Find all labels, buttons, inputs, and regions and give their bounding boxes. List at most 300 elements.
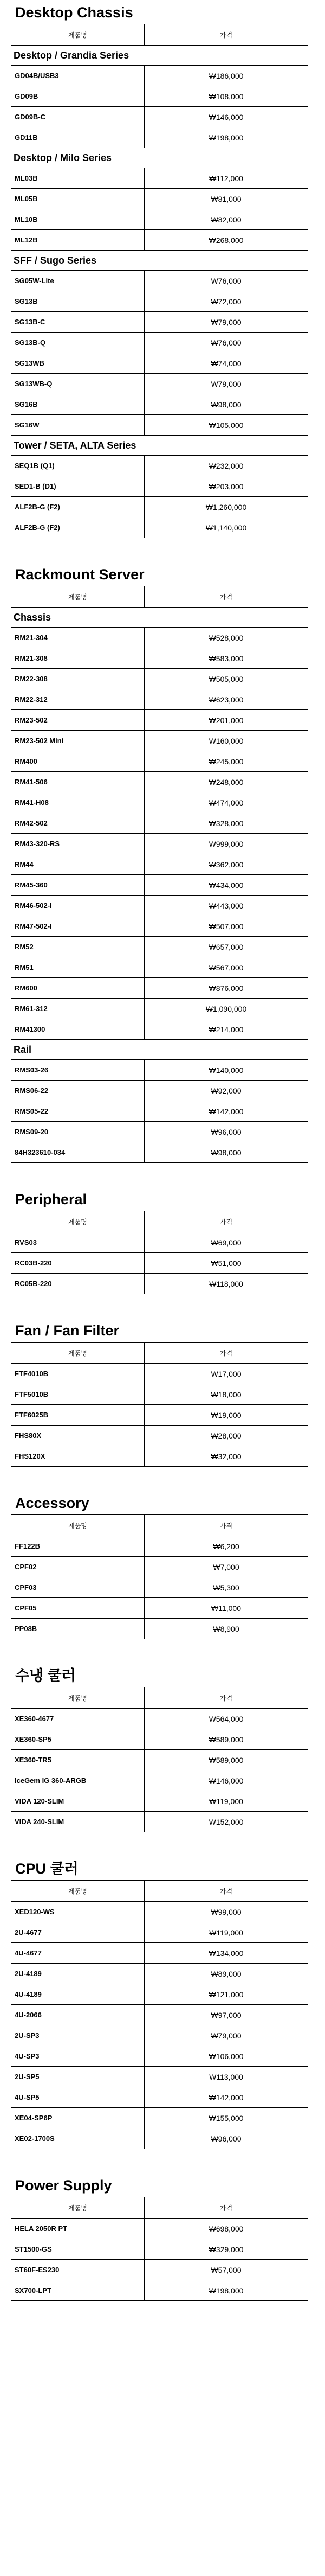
table-row (11, 1384, 308, 1405)
product-name: RM400 (11, 751, 145, 772)
product-price: ₩146,000 (145, 1770, 308, 1791)
price-section (11, 566, 314, 1163)
product-name: 2U-4677 (11, 1922, 145, 1943)
table-row (11, 957, 308, 978)
product-price: ₩142,000 (145, 1101, 308, 1122)
product-name: 2U-SP5 (11, 2067, 145, 2087)
table-row (11, 86, 308, 107)
product-name: RM52 (11, 937, 145, 957)
section-title: Desktop Chassis (15, 4, 133, 21)
product-price: ₩76,000 (145, 333, 308, 353)
product-name: RM42-502 (11, 813, 145, 834)
product-name: 84H323610-034 (11, 1142, 145, 1163)
product-price: ₩589,000 (145, 1750, 308, 1770)
group-name: SFF / Sugo Series (11, 251, 308, 271)
product-name: RM23-502 (11, 710, 145, 731)
price-section (11, 4, 314, 538)
product-name: CPF02 (11, 1557, 145, 1577)
column-header-price: 가격 (145, 24, 308, 46)
table-row (11, 476, 308, 497)
product-price: ₩98,000 (145, 1142, 308, 1163)
section-title: Power Supply (15, 2177, 112, 2194)
column-header-price: 가격 (145, 1515, 308, 1536)
product-name: RM43-320-RS (11, 834, 145, 854)
product-price: ₩6,200 (145, 1536, 308, 1557)
table-row (11, 2005, 308, 2025)
table-row (11, 772, 308, 792)
product-name: 4U-SP5 (11, 2087, 145, 2108)
group-header-row (11, 608, 308, 628)
table-row (11, 2108, 308, 2128)
column-header-name: 제품명 (11, 1211, 145, 1232)
table-row (11, 937, 308, 957)
product-name: 4U-SP3 (11, 2046, 145, 2067)
table-row (11, 394, 308, 415)
table-row (11, 189, 308, 209)
product-name: XE02-1700S (11, 2128, 145, 2149)
product-name: RM41300 (11, 1019, 145, 1040)
table-row (11, 2067, 308, 2087)
table-header-row (11, 1211, 308, 1232)
group-name: Rail (11, 1040, 308, 1060)
product-price: ₩74,000 (145, 353, 308, 374)
product-price: ₩79,000 (145, 374, 308, 394)
table-row (11, 2087, 308, 2108)
product-price: ₩160,000 (145, 731, 308, 751)
table-row (11, 2280, 308, 2301)
product-price: ₩98,000 (145, 394, 308, 415)
product-name: XE04-SP6P (11, 2108, 145, 2128)
product-name: RVS03 (11, 1232, 145, 1253)
product-price: ₩507,000 (145, 916, 308, 937)
product-name: RM45-360 (11, 875, 145, 896)
product-name: RM21-308 (11, 648, 145, 669)
section-title: Rackmount Server (15, 566, 145, 583)
product-name: FTF5010B (11, 1384, 145, 1405)
product-price: ₩146,000 (145, 107, 308, 127)
product-name: GD09B (11, 86, 145, 107)
product-name: RC05B-220 (11, 1274, 145, 1294)
table-row (11, 1943, 308, 1964)
product-name: RM47-502-I (11, 916, 145, 937)
table-header-row (11, 586, 308, 608)
product-name: XE360-4677 (11, 1709, 145, 1729)
product-price: ₩79,000 (145, 2025, 308, 2046)
product-name: 2U-4189 (11, 1964, 145, 1984)
table-row (11, 497, 308, 517)
product-price: ₩32,000 (145, 1446, 308, 1467)
product-price: ₩623,000 (145, 689, 308, 710)
table-row (11, 1709, 308, 1729)
product-name: SEQ1B (Q1) (11, 456, 145, 476)
product-price: ₩201,000 (145, 710, 308, 731)
product-price: ₩28,000 (145, 1426, 308, 1446)
table-row (11, 107, 308, 127)
table-row (11, 1598, 308, 1619)
table-row (11, 669, 308, 689)
table-row (11, 1101, 308, 1122)
column-header-price: 가격 (145, 1211, 308, 1232)
table-row (11, 648, 308, 669)
table-row (11, 1557, 308, 1577)
product-name: SG05W-Lite (11, 271, 145, 291)
product-name: ALF2B-G (F2) (11, 497, 145, 517)
group-name: Chassis (11, 608, 308, 628)
product-name: VIDA 240-SLIM (11, 1812, 145, 1832)
table-row (11, 834, 308, 854)
table-row (11, 333, 308, 353)
price-table (11, 1211, 308, 1294)
product-name: GD11B (11, 127, 145, 148)
product-price: ₩97,000 (145, 2005, 308, 2025)
product-name: SG16W (11, 415, 145, 436)
price-section (11, 2177, 314, 2301)
product-price: ₩11,000 (145, 1598, 308, 1619)
product-price: ₩583,000 (145, 648, 308, 669)
product-name: RMS06-22 (11, 1081, 145, 1101)
product-name: SED1-B (D1) (11, 476, 145, 497)
table-row (11, 1750, 308, 1770)
column-header-name: 제품명 (11, 1687, 145, 1709)
column-header-price: 가격 (145, 1881, 308, 1902)
product-name: RMS05-22 (11, 1101, 145, 1122)
product-price: ₩245,000 (145, 751, 308, 772)
product-price: ₩121,000 (145, 1984, 308, 2005)
product-name: FHS120X (11, 1446, 145, 1467)
product-name: RM23-502 Mini (11, 731, 145, 751)
table-header-row (11, 1515, 308, 1536)
product-price: ₩81,000 (145, 189, 308, 209)
product-price: ₩19,000 (145, 1405, 308, 1426)
product-price: ₩142,000 (145, 2087, 308, 2108)
product-name: RM46-502-I (11, 896, 145, 916)
product-price: ₩108,000 (145, 86, 308, 107)
table-row (11, 1122, 308, 1142)
product-name: FHS80X (11, 1426, 145, 1446)
product-price: ₩96,000 (145, 1122, 308, 1142)
table-row (11, 374, 308, 394)
group-header-row (11, 436, 308, 456)
table-row (11, 1426, 308, 1446)
product-name: FTF4010B (11, 1364, 145, 1384)
table-row (11, 1253, 308, 1274)
table-row (11, 1446, 308, 1467)
product-name: GD04B/USB3 (11, 66, 145, 86)
product-name: RM51 (11, 957, 145, 978)
table-row (11, 1729, 308, 1750)
product-price: ₩76,000 (145, 271, 308, 291)
group-header-row (11, 251, 308, 271)
product-price: ₩92,000 (145, 1081, 308, 1101)
product-name: SG13B-C (11, 312, 145, 333)
product-name: XED120-WS (11, 1902, 145, 1922)
column-header-name: 제품명 (11, 1881, 145, 1902)
table-header-row (11, 1343, 308, 1364)
product-price: ₩203,000 (145, 476, 308, 497)
column-header-name: 제품명 (11, 586, 145, 608)
product-price: ₩1,140,000 (145, 517, 308, 538)
product-price: ₩7,000 (145, 1557, 308, 1577)
table-row (11, 854, 308, 875)
product-price: ₩876,000 (145, 978, 308, 999)
product-price: ₩999,000 (145, 834, 308, 854)
table-row (11, 168, 308, 189)
group-header-row (11, 148, 308, 168)
product-name: ALF2B-G (F2) (11, 517, 145, 538)
product-price: ₩57,000 (145, 2260, 308, 2280)
table-row (11, 628, 308, 648)
product-price: ₩134,000 (145, 1943, 308, 1964)
product-name: SX700-LPT (11, 2280, 145, 2301)
product-price: ₩79,000 (145, 312, 308, 333)
table-row (11, 1019, 308, 1040)
table-row (11, 1274, 308, 1294)
product-name: RM61-312 (11, 999, 145, 1019)
section-title: Peripheral (15, 1191, 87, 1207)
product-name: XE360-SP5 (11, 1729, 145, 1750)
price-section (11, 1861, 314, 2149)
product-name: GD09B-C (11, 107, 145, 127)
price-section (11, 1191, 314, 1294)
product-name: SG16B (11, 394, 145, 415)
product-price: ₩51,000 (145, 1253, 308, 1274)
product-name: RMS03-26 (11, 1060, 145, 1081)
product-name: RM600 (11, 978, 145, 999)
product-price: ₩1,090,000 (145, 999, 308, 1019)
product-name: FF122B (11, 1536, 145, 1557)
column-header-name: 제품명 (11, 24, 145, 46)
table-row (11, 813, 308, 834)
product-name: ST1500-GS (11, 2239, 145, 2260)
price-table (11, 1880, 308, 2149)
group-name: Desktop / Milo Series (11, 148, 308, 168)
table-row (11, 1812, 308, 1832)
product-price: ₩8,900 (145, 1619, 308, 1639)
price-table (11, 586, 308, 1163)
product-name: PP08B (11, 1619, 145, 1639)
product-price: ₩443,000 (145, 896, 308, 916)
product-price: ₩96,000 (145, 2128, 308, 2149)
product-price: ₩198,000 (145, 127, 308, 148)
product-price: ₩198,000 (145, 2280, 308, 2301)
table-row (11, 751, 308, 772)
group-header-row (11, 46, 308, 66)
column-header-price: 가격 (145, 2197, 308, 2219)
table-row (11, 2025, 308, 2046)
table-row (11, 1791, 308, 1812)
product-name: IceGem IG 360-ARGB (11, 1770, 145, 1791)
table-row (11, 127, 308, 148)
product-price: ₩72,000 (145, 291, 308, 312)
table-row (11, 1405, 308, 1426)
product-price: ₩564,000 (145, 1709, 308, 1729)
product-price: ₩1,260,000 (145, 497, 308, 517)
table-row (11, 1984, 308, 2005)
product-name: 4U-4189 (11, 1984, 145, 2005)
table-header-row (11, 24, 308, 46)
table-row (11, 312, 308, 333)
table-row (11, 875, 308, 896)
product-name: ST60F-ES230 (11, 2260, 145, 2280)
table-row (11, 916, 308, 937)
table-row (11, 2046, 308, 2067)
product-price: ₩268,000 (145, 230, 308, 251)
product-price: ₩112,000 (145, 168, 308, 189)
table-row (11, 689, 308, 710)
column-header-price: 가격 (145, 1687, 308, 1709)
table-row (11, 517, 308, 538)
group-name: Tower / SETA, ALTA Series (11, 436, 308, 456)
table-row (11, 792, 308, 813)
product-price: ₩82,000 (145, 209, 308, 230)
product-name: RM41-506 (11, 772, 145, 792)
product-price: ₩589,000 (145, 1729, 308, 1750)
price-table (11, 1514, 308, 1639)
product-price: ₩5,300 (145, 1577, 308, 1598)
product-name: SG13B-Q (11, 333, 145, 353)
product-price: ₩186,000 (145, 66, 308, 86)
price-table (11, 2197, 308, 2301)
product-price: ₩434,000 (145, 875, 308, 896)
product-price: ₩89,000 (145, 1964, 308, 1984)
table-row (11, 2128, 308, 2149)
table-row (11, 1619, 308, 1639)
product-name: 4U-2066 (11, 2005, 145, 2025)
product-price: ₩113,000 (145, 2067, 308, 2087)
product-name: CPF05 (11, 1598, 145, 1619)
product-price: ₩232,000 (145, 456, 308, 476)
table-row (11, 230, 308, 251)
table-row (11, 1770, 308, 1791)
column-header-name: 제품명 (11, 1515, 145, 1536)
product-price: ₩152,000 (145, 1812, 308, 1832)
section-title: 수냉 쿨러 (15, 1667, 76, 1684)
table-row (11, 1232, 308, 1253)
price-table (11, 1342, 308, 1467)
column-header-name: 제품명 (11, 2197, 145, 2219)
price-section (11, 1667, 314, 1832)
table-row (11, 731, 308, 751)
table-row (11, 1364, 308, 1384)
column-header-price: 가격 (145, 1343, 308, 1364)
product-name: ML05B (11, 189, 145, 209)
product-price: ₩505,000 (145, 669, 308, 689)
product-name: RM22-312 (11, 689, 145, 710)
table-header-row (11, 1687, 308, 1709)
product-name: SG13B (11, 291, 145, 312)
product-name: CPF03 (11, 1577, 145, 1598)
product-name: RM41-H08 (11, 792, 145, 813)
table-row (11, 1536, 308, 1557)
product-name: 4U-4677 (11, 1943, 145, 1964)
table-row (11, 1902, 308, 1922)
product-name: FTF6025B (11, 1405, 145, 1426)
product-price: ₩474,000 (145, 792, 308, 813)
table-row (11, 999, 308, 1019)
product-price: ₩18,000 (145, 1384, 308, 1405)
product-name: VIDA 120-SLIM (11, 1791, 145, 1812)
product-price: ₩69,000 (145, 1232, 308, 1253)
column-header-name: 제품명 (11, 1343, 145, 1364)
product-name: ML12B (11, 230, 145, 251)
table-row (11, 456, 308, 476)
table-row (11, 415, 308, 436)
table-header-row (11, 2197, 308, 2219)
product-price: ₩119,000 (145, 1922, 308, 1943)
product-price: ₩105,000 (145, 415, 308, 436)
price-section (11, 1322, 314, 1467)
product-name: ML10B (11, 209, 145, 230)
table-row (11, 1922, 308, 1943)
table-row (11, 1964, 308, 1984)
product-price: ₩17,000 (145, 1364, 308, 1384)
table-row (11, 2239, 308, 2260)
product-price: ₩155,000 (145, 2108, 308, 2128)
product-name: 2U-SP3 (11, 2025, 145, 2046)
group-header-row (11, 1040, 308, 1060)
product-price: ₩99,000 (145, 1902, 308, 1922)
table-row (11, 291, 308, 312)
product-price: ₩528,000 (145, 628, 308, 648)
product-name: RM44 (11, 854, 145, 875)
product-name: RC03B-220 (11, 1253, 145, 1274)
table-row (11, 209, 308, 230)
table-row (11, 1142, 308, 1163)
price-table (11, 24, 308, 538)
product-name: SG13WB (11, 353, 145, 374)
product-name: RM22-308 (11, 669, 145, 689)
product-name: ML03B (11, 168, 145, 189)
group-name: Desktop / Grandia Series (11, 46, 308, 66)
product-name: RMS09-20 (11, 1122, 145, 1142)
table-row (11, 271, 308, 291)
table-row (11, 66, 308, 86)
table-row (11, 1577, 308, 1598)
product-price: ₩328,000 (145, 813, 308, 834)
product-price: ₩362,000 (145, 854, 308, 875)
table-row (11, 896, 308, 916)
product-name: RM21-304 (11, 628, 145, 648)
section-title: Accessory (15, 1495, 89, 1511)
product-price: ₩119,000 (145, 1791, 308, 1812)
table-row (11, 1081, 308, 1101)
table-row (11, 353, 308, 374)
column-header-price: 가격 (145, 586, 308, 608)
product-name: SG13WB-Q (11, 374, 145, 394)
price-table (11, 1687, 308, 1832)
table-header-row (11, 1881, 308, 1902)
product-price: ₩657,000 (145, 937, 308, 957)
table-row (11, 1060, 308, 1081)
product-price: ₩214,000 (145, 1019, 308, 1040)
product-price: ₩329,000 (145, 2239, 308, 2260)
product-name: XE360-TR5 (11, 1750, 145, 1770)
product-name: HELA 2050R PT (11, 2219, 145, 2239)
table-row (11, 710, 308, 731)
section-title: Fan / Fan Filter (15, 1322, 120, 1339)
table-row (11, 2260, 308, 2280)
product-price: ₩106,000 (145, 2046, 308, 2067)
price-section (11, 1495, 314, 1639)
section-title: CPU 쿨러 (15, 1861, 79, 1877)
table-row (11, 2219, 308, 2239)
table-row (11, 978, 308, 999)
product-price: ₩567,000 (145, 957, 308, 978)
product-price: ₩248,000 (145, 772, 308, 792)
product-price: ₩698,000 (145, 2219, 308, 2239)
product-price: ₩140,000 (145, 1060, 308, 1081)
product-price: ₩118,000 (145, 1274, 308, 1294)
